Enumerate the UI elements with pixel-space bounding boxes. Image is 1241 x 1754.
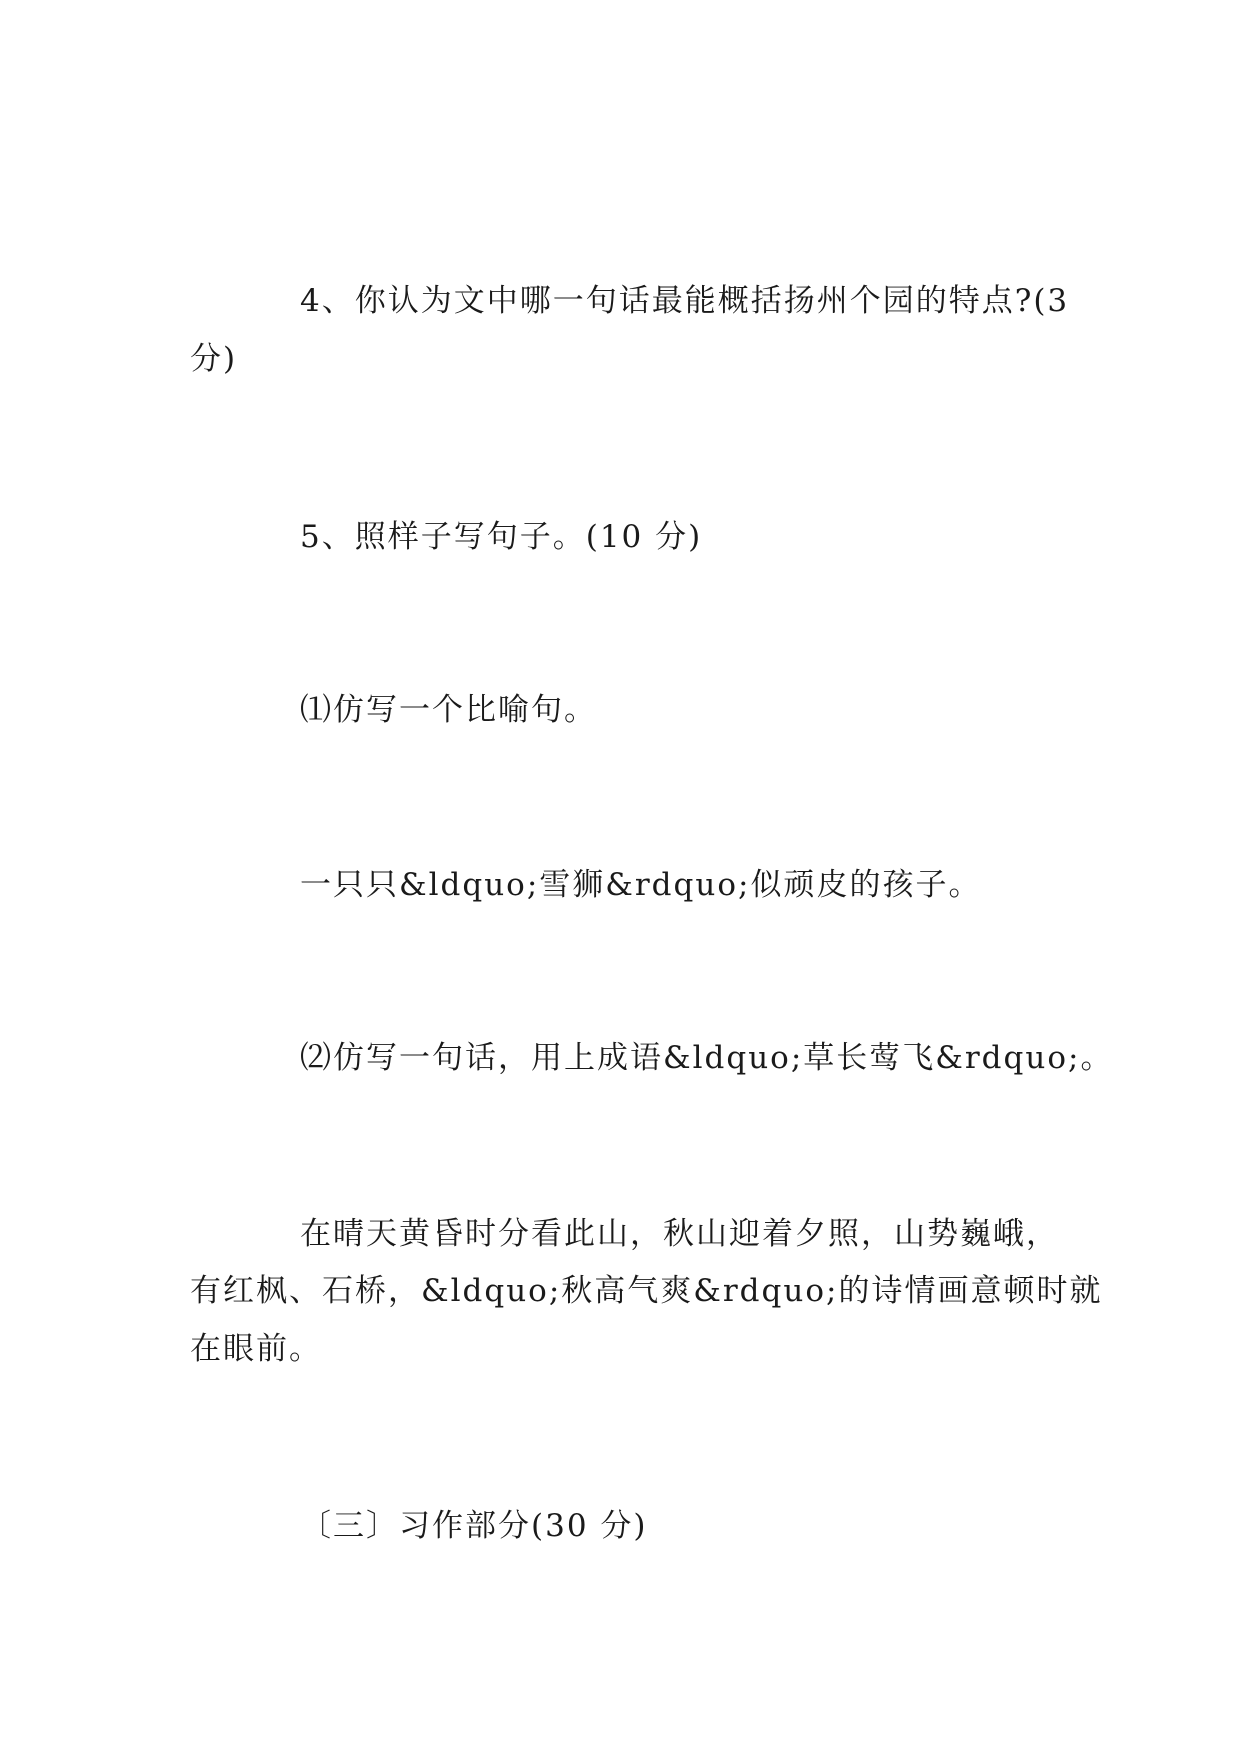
question-5-part-1: ⑴仿写一个比喻句。 [300,692,597,728]
section-3-heading: 〔三〕习作部分(30 分) [300,1508,648,1544]
question-5-part-2: ⑵仿写一句话，用上成语&ldquo;草长莺飞&rdquo;。 [300,1040,1114,1076]
question-5-example-sentence: 一只只&ldquo;雪狮&rdquo;似顽皮的孩子。 [300,867,982,903]
passage-line-2: 有红枫、石桥，&ldquo;秋高气爽&rdquo;的诗情画意顿时就 [190,1273,1103,1309]
question-4-line-1: 4、你认为文中哪一句话最能概括扬州个园的特点?(3 [300,283,1070,319]
passage-line-3: 在眼前。 [190,1331,322,1367]
question-4-line-2: 分) [190,341,238,377]
question-5-heading: 5、照样子写句子。(10 分) [300,519,703,555]
passage-line-1: 在晴天黄昏时分看此山，秋山迎着夕照，山势巍峨， [300,1216,1059,1252]
